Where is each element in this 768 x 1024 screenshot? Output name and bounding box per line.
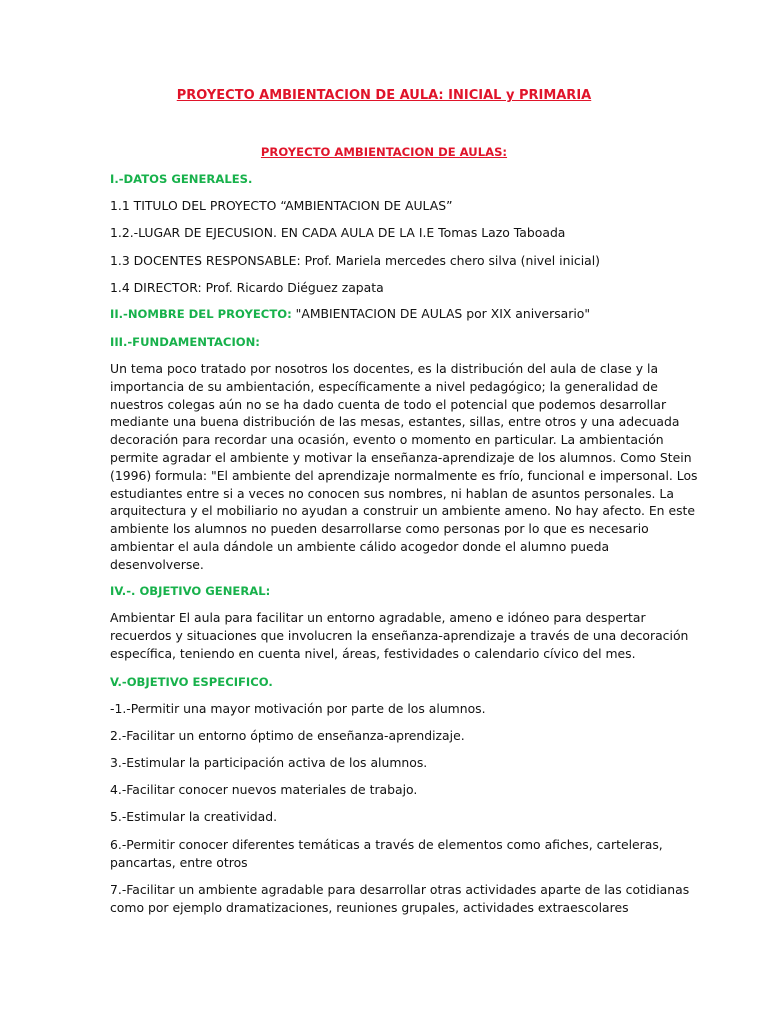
datos-item-director: 1.4 DIRECTOR: Prof. Ricardo Diéguez zapata: [110, 280, 384, 295]
paragraph-line: permite agradar el ambiente y motivar la enseñanza-aprendizaje de los alumnos. Como Stein: [110, 449, 692, 465]
paragraph-line: arquitectura y el mobiliario no ayudan a construir un ambiente ameno. No hay afecto. En este: [110, 503, 696, 519]
document-title: PROYECTO AMBIENTACION DE AULA: INICIAL y PRIMARIA: [176, 88, 592, 103]
paragraph-line: ambiente los alumnos no pueden desarrollarse como personas por lo que es necesario: [110, 521, 649, 537]
objetivo-item-4: 4.-Facilitar conocer nuevos materiales de trabajo.: [110, 782, 418, 797]
fundamentacion-paragraph: [110, 360, 698, 574]
paragraph-line: mediante una buena distribución de las mesas, estantes, sillas, entre otros y una adecuada: [110, 414, 680, 430]
paragraph-line: Un tema poco tratado por nosotros los docentes, es la distribución del aula de clase y la: [110, 361, 659, 376]
paragraph-line: estudiantes entre si a veces no conocen sus nombres, ni hablan de asuntos personales. La: [110, 485, 674, 501]
paragraph-line: pancartas, entre otros: [110, 854, 248, 870]
objetivo-general-paragraph: [110, 609, 689, 662]
objetivo-item-1: -1.-Permitir una mayor motivación por parte de los alumnos.: [110, 701, 486, 716]
paragraph-line: específica, teniendo en cuenta nivel, áreas, festividades o calendario cívico del mes.: [110, 645, 636, 661]
paragraph-line: como por ejemplo dramatizaciones, reuniones grupales, actividades extraescolares: [110, 899, 629, 915]
objetivo-item-3: 3.-Estimular la participación activa de los alumnos.: [110, 755, 428, 770]
paragraph-line: recuerdos y situaciones que involucren la enseñanza-aprendizaje a través de una decoración: [110, 627, 689, 643]
paragraph-line: decoración para recordar una ocasión, evento o momento en particular. La ambientación: [110, 432, 664, 448]
paragraph-line: 6.-Permitir conocer diferentes temáticas a través de elementos como afiches, carteleras,: [110, 837, 663, 852]
paragraph-line: importancia de su ambientación, específicamente a nivel pedagógico; la generalidad de: [110, 378, 658, 394]
objetivo-item-7: [110, 881, 690, 917]
objetivo-item-5: 5.-Estimular la creatividad.: [110, 809, 278, 824]
paragraph-line: Ambientar El aula para facilitar un entorno agradable, ameno e idóneo para despertar: [110, 610, 646, 625]
objetivo-item-6: [110, 836, 670, 872]
paragraph-line: nuestros colegas aún no se ha dado cuenta de todo el potencial que podemos desarrollar: [110, 396, 667, 412]
paragraph-line: desenvolverse.: [110, 556, 204, 572]
section-heading-fundamentacion: III.-FUNDAMENTACION:: [110, 335, 260, 349]
paragraph-line: ambientar el aula dándole un ambiente cálido acogedor donde el alumno pueda: [110, 538, 610, 554]
section-heading-objetivo-especifico: V.-OBJETIVO ESPECIFICO.: [110, 675, 273, 689]
paragraph-line: 7.-Facilitar un ambiente agradable para desarrollar otras actividades aparte de las cotidianas: [110, 882, 690, 897]
document-subtitle: PROYECTO AMBIENTACION DE AULAS:: [260, 145, 508, 159]
section-heading-datos-generales: I.-DATOS GENERALES.: [110, 172, 253, 186]
objetivo-item-2: 2.-Facilitar un entorno óptimo de enseñanza-aprendizaje.: [110, 728, 465, 743]
datos-item-docentes: 1.3 DOCENTES RESPONSABLE: Prof. Mariela mercedes chero silva (nivel inicial): [110, 253, 601, 268]
datos-item-titulo: 1.1 TITULO DEL PROYECTO “AMBIENTACION DE AULAS”: [110, 198, 453, 213]
section-heading-objetivo-general: IV.-. OBJETIVO GENERAL:: [110, 584, 271, 598]
nombre-proyecto-line: [110, 305, 670, 323]
section-heading-nombre-proyecto: II.-NOMBRE DEL PROYECTO:: [110, 307, 292, 321]
paragraph-line: (1996) formula: "El ambiente del aprendizaje normalmente es frío, funcional e impersonal. Los: [110, 467, 698, 483]
nombre-proyecto-value: "AMBIENTACION DE AULAS por XIX aniversario": [291, 306, 591, 321]
datos-item-lugar: 1.2.-LUGAR DE EJECUSION. EN CADA AULA DE LA I.E Tomas Lazo Taboada: [110, 225, 566, 240]
